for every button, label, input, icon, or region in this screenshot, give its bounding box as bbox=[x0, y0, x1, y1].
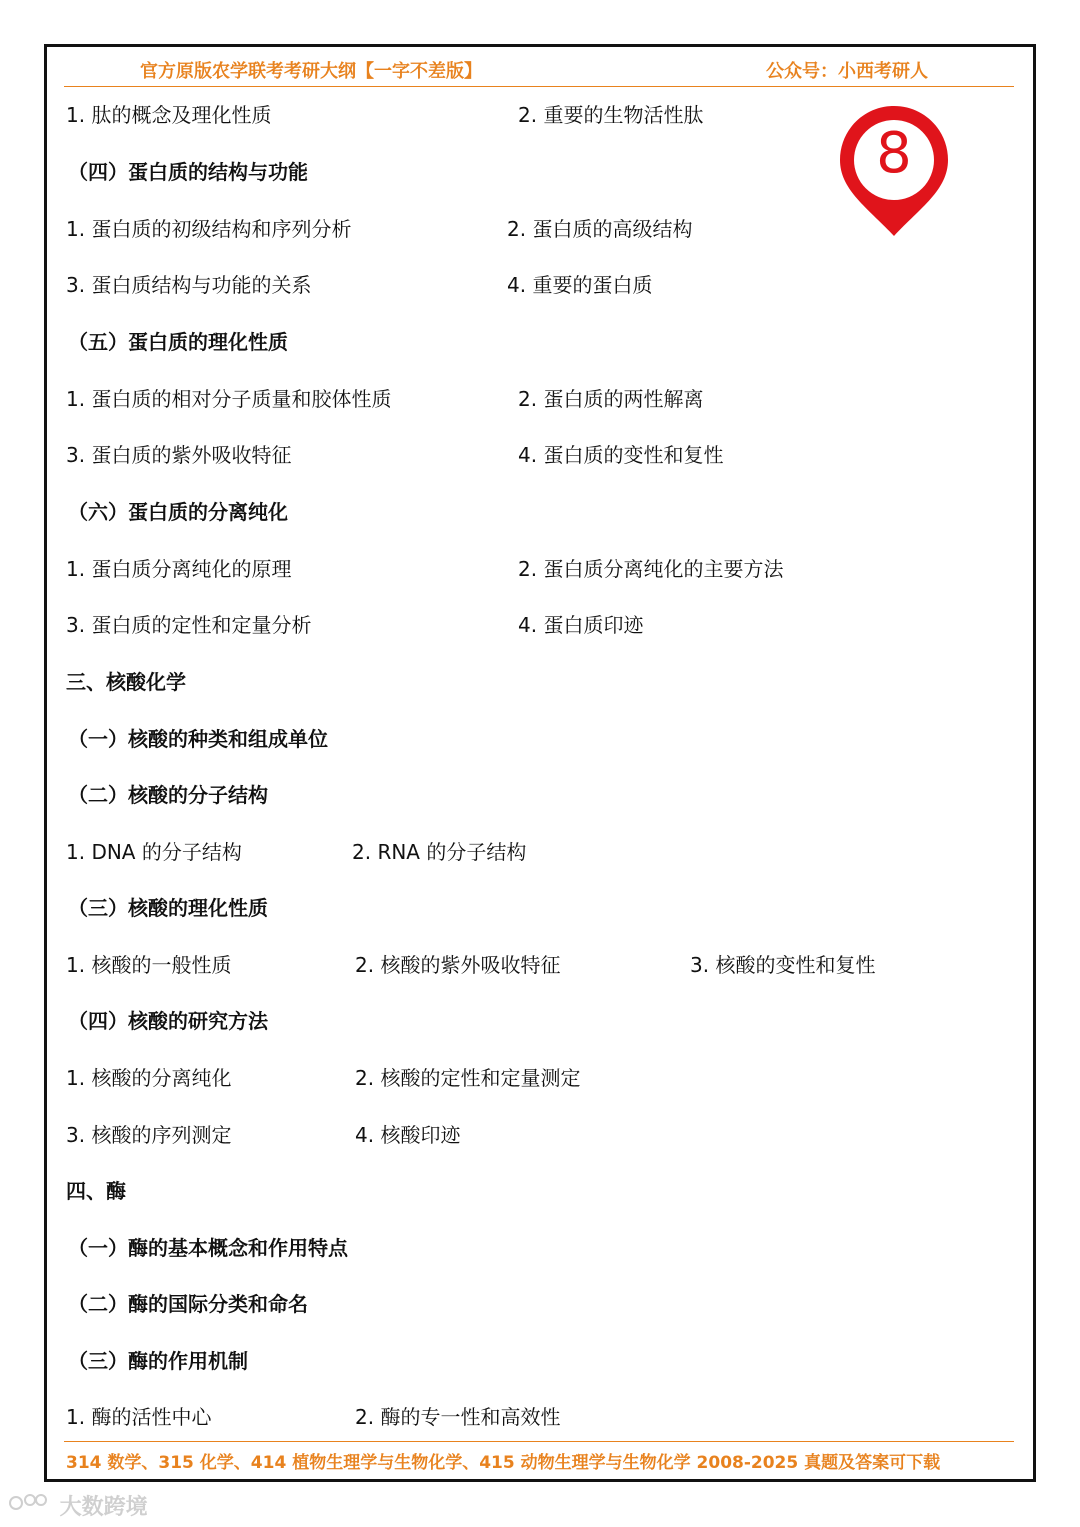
outline-item: 3. 核酸的变性和复性 bbox=[690, 953, 876, 977]
outline-item: 1. 肽的概念及理化性质 bbox=[66, 103, 272, 127]
footer-note: 314 数学、315 化学、414 植物生理学与生物化学、415 动物生理学与生物化学 2008-2025 真题及答案可下载 bbox=[66, 1453, 941, 1473]
outline-item: 2. 酶的专一性和高效性 bbox=[355, 1405, 561, 1429]
outline-item: 2. 蛋白质的高级结构 bbox=[507, 217, 693, 241]
outline-item: 1. DNA 的分子结构 bbox=[66, 840, 242, 864]
outline-item: 4. 蛋白质印迹 bbox=[518, 613, 644, 637]
outline-section-heading: 四、酶 bbox=[66, 1179, 126, 1203]
outline-subheading: （五）蛋白质的理化性质 bbox=[68, 330, 288, 354]
outline-subheading: （四）核酸的研究方法 bbox=[68, 1009, 268, 1033]
footer-rule bbox=[64, 1441, 1014, 1442]
watermark-logo-icon bbox=[8, 1492, 48, 1520]
outline-subheading: （一）核酸的种类和组成单位 bbox=[68, 727, 328, 751]
outline-subheading: （二）核酸的分子结构 bbox=[68, 783, 268, 807]
outline-item: 3. 蛋白质的紫外吸收特征 bbox=[66, 443, 292, 467]
outline-item: 2. 重要的生物活性肽 bbox=[518, 103, 704, 127]
outline-item: 2. 核酸的紫外吸收特征 bbox=[355, 953, 561, 977]
watermark-text: 大数跨境 bbox=[59, 1495, 148, 1520]
badge-number: 8 bbox=[876, 121, 912, 186]
page-border bbox=[44, 44, 1036, 1482]
outline-item: 2. 蛋白质的两性解离 bbox=[518, 387, 704, 411]
outline-subheading: （六）蛋白质的分离纯化 bbox=[68, 500, 288, 524]
header-account: 公众号：小西考研人 bbox=[766, 61, 928, 82]
outline-item: 2. RNA 的分子结构 bbox=[352, 840, 527, 864]
outline-item: 4. 核酸印迹 bbox=[355, 1123, 461, 1147]
outline-item: 1. 蛋白质的相对分子质量和胶体性质 bbox=[66, 387, 392, 411]
map-pin-icon bbox=[838, 104, 950, 238]
outline-subheading: （二）酶的国际分类和命名 bbox=[68, 1292, 308, 1316]
outline-item: 4. 蛋白质的变性和复性 bbox=[518, 443, 724, 467]
outline-item: 1. 酶的活性中心 bbox=[66, 1405, 212, 1429]
outline-item: 2. 蛋白质分离纯化的主要方法 bbox=[518, 557, 784, 581]
outline-item: 3. 蛋白质结构与功能的关系 bbox=[66, 273, 312, 297]
outline-subheading: （一）酶的基本概念和作用特点 bbox=[68, 1236, 348, 1260]
outline-section-heading: 三、核酸化学 bbox=[66, 670, 186, 694]
outline-item: 1. 核酸的分离纯化 bbox=[66, 1066, 232, 1090]
watermark bbox=[8, 1490, 148, 1521]
outline-subheading: （三）核酸的理化性质 bbox=[68, 896, 268, 920]
outline-item: 2. 核酸的定性和定量测定 bbox=[355, 1066, 581, 1090]
outline-subheading: （四）蛋白质的结构与功能 bbox=[68, 160, 308, 184]
outline-item: 4. 重要的蛋白质 bbox=[507, 273, 653, 297]
header-title: 官方原版农学联考考研大纲【一字不差版】 bbox=[140, 61, 482, 82]
outline-subheading: （三）酶的作用机制 bbox=[68, 1349, 248, 1373]
outline-item: 3. 核酸的序列测定 bbox=[66, 1123, 232, 1147]
outline-item: 1. 蛋白质的初级结构和序列分析 bbox=[66, 217, 352, 241]
outline-item: 3. 蛋白质的定性和定量分析 bbox=[66, 613, 312, 637]
outline-item: 1. 蛋白质分离纯化的原理 bbox=[66, 557, 292, 581]
outline-item: 1. 核酸的一般性质 bbox=[66, 953, 232, 977]
header-rule bbox=[64, 86, 1014, 87]
